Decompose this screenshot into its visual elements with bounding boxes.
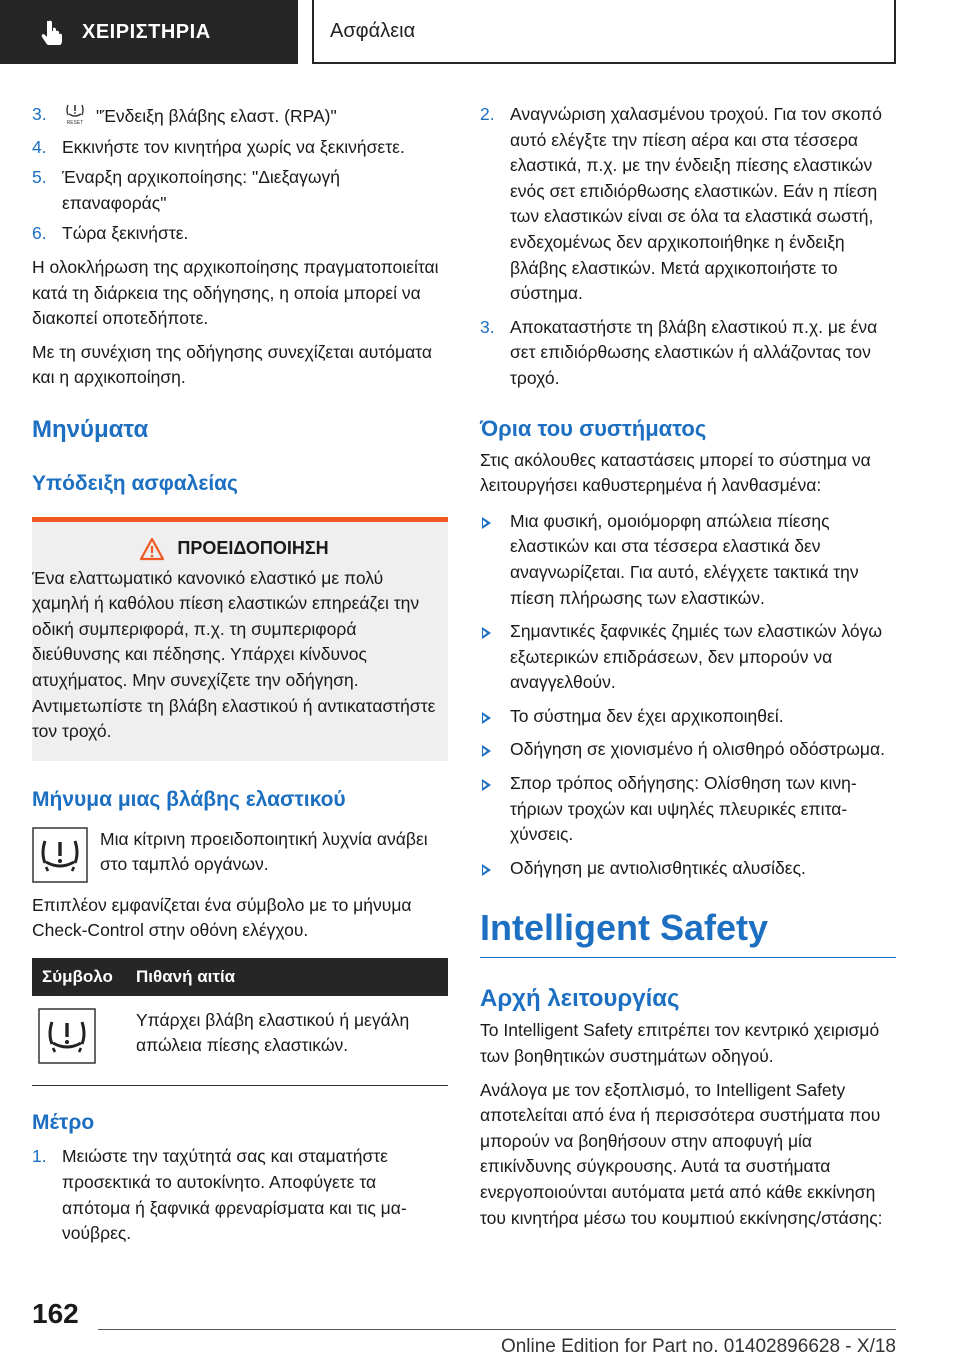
warning-text: Ένα ελαττωματικό κανονικό ελαστικό με πολύ χαμηλή ή καθόλου πίεση ελαστικών επηρεάζει την οδική συμπεριφορά, π.χ. τη συμπεριφορά διεύθυνσης και πέδησης. Υπάρχει κίνδυνος ατυχήματος. Μην συνεχίζετε την οδήγηση. Αντιμετωπίστε τη βλάβη ελαστικού ή αντικαταστήστε τον τροχό. [32,567,436,742]
bullet-text: Το σύστημα δεν έχει αρχικοποιηθεί. [510,705,784,726]
paragraph: Στις ακόλουθες καταστάσεις μπορεί το σύστημα να λειτουργήσει καθυστερημένα ή λανθασμένα: [480,449,871,496]
svg-text:RESET: RESET [66,120,84,126]
step-number: 3. [32,104,47,124]
table-cell-cause: Υπάρχει βλάβη ελαστικού ή μεγάλη απώλεια πίεσης ελαστικών. [136,1009,410,1056]
step-number: 6. [32,223,47,244]
chapter-tab [0,0,298,64]
paragraph: Ανάλογα με τον εξοπλισμό, το Intelligent Safety αποτελείται από ένα ή περισσότερα συστήματα που μπορούν να βοηθήσουν στην αποφυγή μία επικίνδυνης σύγκρουσης. Αυτά τα συστήματα ενεργοποιούνται αυτόματα μετά από κάθε εκκίνηση του κινητήρα μέσω του κουμπιού εκκίνησης/στάσης: [480,1079,883,1228]
bullet-arrow-icon [482,745,491,757]
paragraph: Το Intelligent Safety επιτρέπει τον κεντρικό χειρισμό των βοηθητικών συστημάτων οδηγού. [480,1020,880,1067]
list-item [32,165,448,216]
step-number: 3. [480,316,495,337]
table-bottom-rule [32,1085,448,1086]
lamp-text: Μια κίτρινη προειδοποιητική λυχνία ανάβει στο ταμπλό οργάνων. [100,828,428,875]
footer-rule [98,1329,896,1330]
table-cell-symbol [32,996,126,1084]
bullet-arrow-icon [482,712,491,724]
paragraph: Με τη συνέχιση της οδήγησης συνεχίζεται αυτόματα και η αρχικοποίηση. [32,341,432,388]
step-number: 1. [32,1146,47,1167]
list-item [480,619,896,696]
bullet-arrow-icon [482,627,491,639]
list-item [480,737,896,763]
list-item [480,856,896,882]
warning-triangle-icon [139,537,165,561]
list-item [480,771,896,848]
step-text: Έναρξη αρχικοποίησης: "Διεξαγωγή επαναφοράς" [62,167,340,213]
footer-edition: Online Edition for Part no. 01402896628 - X/18 [500,1336,896,1357]
lamp-row [32,827,448,883]
tire-pressure-symbol-icon [38,1008,96,1064]
list-item [32,221,448,247]
section-tab [312,0,896,64]
step-number: 2. [480,104,495,124]
bullet-arrow-icon [482,517,491,529]
list-item [32,135,448,161]
heading-system-limits: Όρια του συστήματος [480,415,707,441]
section-title: Ασφάλεια [330,19,416,42]
step-number: 4. [32,136,47,157]
left-column [32,102,448,1252]
list-item [32,102,448,130]
paragraph: Επιπλέον εμφανίζεται ένα σύμβολο με το μήνυμα Check-Control στην οθόνη ελέγχου. [32,894,412,941]
heading-safety-note: Υπόδειξη ασφαλείας [32,471,238,495]
heading-messages: Μηνύματα [32,415,149,443]
tire-reset-icon [64,102,86,126]
page-number: 162 [32,1298,79,1329]
bullet-text: Σπορ τρόπος οδήγησης: Ολίσθηση των κινητήριων τροχών και υψηλές πλευρικές επιταχύνσεις. [510,773,857,845]
step-text: Τώρα ξεκινήστε. [62,223,189,244]
bullet-text: Μια φυσική, ομοιόμορφη απώλεια πίεσης ελαστικών και στα τέσσερα ελαστικά δεν αναγνωρίζεται. Για αυτό, ελέγχετε τακτικά την πίεση πλήρωσης των ελαστικών. [510,510,859,608]
list-item [480,509,896,611]
bullet-text: Οδήγηση με αντιολισθητικές αλυσίδες. [510,857,806,878]
warning-title: ΠΡΟΕΙΔΟΠΟΙΗΣΗ [177,537,329,558]
list-item [480,102,896,307]
table-header-symbol: Σύμβολο [32,958,126,996]
heading-tire-message: Μήνυμα μιας βλάβης ελαστικού [32,787,346,811]
step-text: Μειώστε την ταχύτητά σας και σταματήστε προσεκτικά το αυτοκίνητο. Αποφύγετε τα απότομα ή ξαφνικά φρεναρίσματα και τις μανούβρες. [62,1146,407,1244]
list-item [480,315,896,392]
step-text: Αποκαταστήστε τη βλάβη ελαστικού π.χ. με ένα σετ επιδιόρθωσης ελαστικών ή αλλάζοντας τον τροχό. [510,316,878,388]
table-row [32,996,448,1084]
bullet-arrow-icon [482,864,491,876]
list-item [480,704,896,730]
step-text: Εκκινήστε τον κινητήρα χωρίς να ξεκινήσετε. [62,136,405,157]
table-header-cause: Πιθανή αιτία [126,958,448,996]
step-text: Αναγνώριση χαλασμένου τροχού. Για τον σκοπό αυτό ελέγξτε την πίεση αέρα και στα τέσσερα ελαστικά, π.χ. με την ένδειξη πίεσης ελαστικών ενός σετ επιδιόρθωσης ελαστικών. Εάν η πίεση των ελαστικών είναι σε όλα τα ελαστικά σωστή, ενδεχομένως δεν αρχικοποιήθηκε η ένδειξη βλάβης ελαστικών. Μετά αρχικοποιήστε το σύστημα. [510,104,882,304]
warning-box [32,517,448,761]
warning-title-row [32,536,436,562]
hand-pointer-icon [40,19,66,45]
heading-intelligent-safety: Intelligent Safety [480,907,769,949]
paragraph: Η ολοκλήρωση της αρχικοποίησης πραγματοποιείται κατά τη διάρκεια της οδήγησης, η οποία μπορεί να διακοπεί οποτεδήποτε. [32,256,439,329]
right-column [480,102,896,1239]
bullet-text: Οδήγηση σε χιονισμένο ή ολισθηρό οδόστρωμα. [510,739,885,760]
heading-principle: Αρχή λειτουργίας [480,985,680,1013]
step-text: "Ένδειξη βλάβης ελαστ. (RPA)" [96,106,337,126]
tire-pressure-warning-icon [32,827,88,883]
chapter-title: ΧΕΙΡΙΣΤΗΡΙΑ [82,20,211,43]
bullet-text: Σημαντικές ξαφνικές ζημιές των ελαστικών λόγω εξωτερικών επιδράσεων, δεν μπορούν να αναγγελθούν. [510,621,883,693]
bullet-arrow-icon [482,779,491,791]
heading-measure: Μέτρο [32,1111,95,1135]
page-header [0,0,960,66]
table-header-row [32,958,448,996]
list-item [32,1144,448,1246]
heading-rule [480,957,896,958]
symbol-table [32,958,448,1084]
step-number: 5. [32,167,47,188]
